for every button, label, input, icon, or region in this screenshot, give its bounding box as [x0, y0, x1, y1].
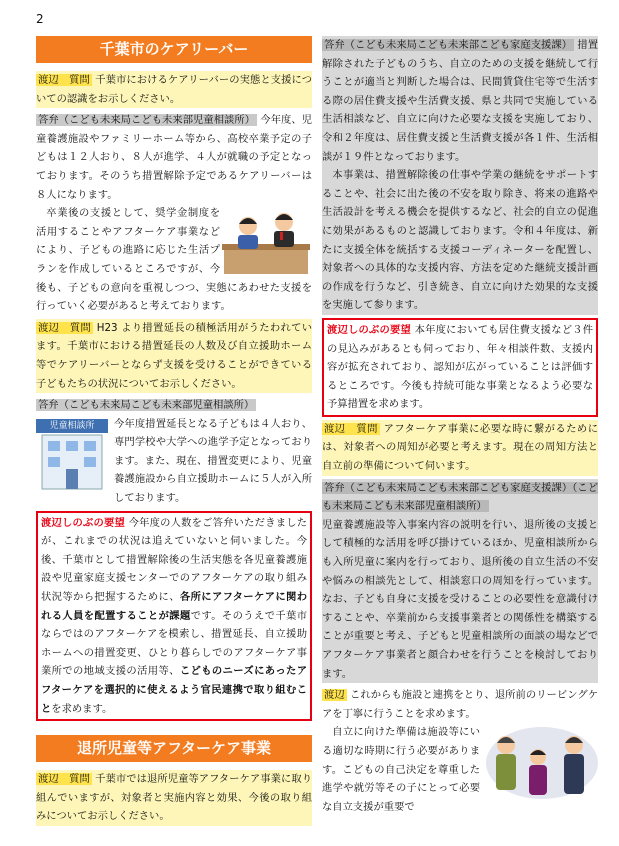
question-text: 千葉市では退所児童等アフターケア事業に取り組んでいますが、対象者と実施内容と効果、今後の取り組みについてお示しください。: [36, 773, 313, 823]
answer-text-2: 本事業は、措置解除後の仕事や学業の継続をサポートすることや、社会に出た後の不安を取り除き、将来の進路や生活設計を考える機会を提供するなど、社会的自立の促進に効果があるものと認識しております。令和４年度は、新たに支援全体を統括する支援コーディネーターを配置し、対象者への具体的な支援内容、方法を定めた継続支援計画の作成を行うなど、引き続き、自立に向けた効果的な支援を実施して参ります。: [322, 169, 598, 312]
request-box-2: [322, 318, 598, 417]
request-label: 渡辺: [324, 689, 345, 702]
page-number: 2: [36, 12, 44, 26]
request-block-3: [322, 686, 598, 816]
question-block-2: [36, 319, 312, 393]
answer-text-2: 卒業後の支援として、奨学金制度を活用することやアフターケア事業などにより、子どもの進路に応じた生活プランを作成しているところですが、今後も、子どもの意向を重視しつつ、実態にあわせた支援を行っていく必要があると考えております。: [36, 207, 312, 313]
section-heading-aftercare: 退所児童等アフターケア事業: [36, 735, 312, 762]
request-emphasis-1: 各所にアフターケアに関われる人員を配置することが課題: [41, 591, 308, 622]
answer-block-3: [322, 36, 598, 315]
request-text: これからも施設と連携をとり、退所前のリービングケアを丁寧に行うことを求めます。: [322, 689, 598, 720]
question-label: 渡辺 質問: [38, 321, 92, 334]
question-block-3: [36, 770, 312, 826]
right-column: [322, 36, 598, 819]
question-block-1: [36, 71, 312, 108]
answer-text: 今年度措置延長となる子どもは４人おり、専門学校や大学への進学予定となっております。また、現在、措置変更により、児童養護施設から自立援助ホームに５人が入所しております。: [114, 417, 312, 505]
answer-text: 措置解除された子どものうち、自立のための支援を継続して行うことが適当と判断した場合は、民間賃貸住宅等で生活する際の居住費支援や生活費支援、県と共同で実施している生活相談など、自立に向けた必要な支援を実施しており、令和２年度は、居住費支援と生活費支援が各１件、生活相談が１９件となっております。: [322, 39, 598, 163]
question-block-4: [322, 420, 598, 476]
request-box-1: [36, 511, 312, 722]
family-illustration: [480, 723, 598, 801]
answer-text: 児童養護施設等入事案内容の説明を行い、退所後の支援として積極的な活用を呼び掛けているほか、児童相談所からも入所児童に案内を行っており、退所後の自立生活の不安や悩みの相談先として、相談窓口の周知を行っています。なお、子ども自身に支援を受けることの必要性を意識付けすることや、卒業前から支援事業者との関係性を構築することが重要と考え、子どもと児童相談所の面談の場などでアフターケア事業者と顔合わせを行うことを検討しております。: [322, 518, 598, 680]
answer-label: 答弁（こども未来局こども未来部こども家庭支援課）: [324, 39, 573, 51]
question-text: H23 より措置延長の積極活用がうたわれています。千葉市における措置延長の人数及び自立援助ホーム等でケアリーバーとならず支援を受けることができている子どもたちの状況についてお示しください。: [36, 321, 313, 390]
answer-text: 今年度、児童養護施設やファミリーホーム等から、高校卒業予定の子どもは１２人おり、８人が進学、４人が就職の予定となっております。そのうち措置解除予定であるケアリーバーは８人になります。: [36, 114, 312, 201]
answer-block-4: [322, 479, 598, 684]
question-label: 渡辺 質問: [324, 422, 378, 435]
answer-block-1: [36, 111, 312, 316]
answer-label: 答弁（こども未来局こども未来部児童相談所）: [38, 114, 256, 127]
request-emphasis-2: こどものニーズにあったアフターケアを選択的に使えるよう官民連携で取り組むこと: [41, 665, 307, 715]
question-text: アフターケア事業に必要な時に繋がるためには、対象者への周知が必要と考えます。現在の周知方法と自立前の準備について伺います。: [322, 422, 599, 473]
question-text: 千葉市におけるケアリーバーの実態と支援についての認識をお示しください。: [36, 74, 313, 105]
request-label: 渡辺しのぶの要望: [41, 516, 126, 529]
child-guidance-center-illustration: [36, 415, 108, 495]
answer-label: 答弁（こども未来局こども未来部児童相談所）: [38, 399, 255, 412]
left-column: [36, 36, 312, 829]
question-label: 渡辺 質問: [38, 773, 90, 786]
request-text: 本年度においても居住費支援など３件の見込みがあるとも伺っており、年々相談件数、支援内容が拡充されており、認知が広がっていることは評価するところです。今後も持続可能な事業となるよう必要な予算措置を求めます。: [327, 323, 594, 411]
request-text-3: を求めます。: [51, 702, 113, 715]
question-label: 渡辺 質問: [38, 74, 90, 86]
answer-label: 答弁（こども未来局こども未来部こども家庭支援課）（こども未来局こども未来部児童相談所）: [322, 481, 598, 513]
answer-block-2: [36, 396, 312, 508]
request-label: 渡辺しのぶの要望: [327, 323, 412, 336]
request-text-2: です。そのうえで千葉市ならではのアフターケアを模索し、措置延長、自立援助ホームへの措置変更、ひとり暮らしでのアフターケア事業所での地域支援の活用等、: [41, 609, 307, 678]
counseling-illustration: [220, 204, 312, 278]
request-text-1: 今年度の人数をご答弁いただきましたが、これまでの状況は追えていないと伺いました。今後、千葉市として措置解除後の生活実態を各児童養護施設や児童家庭支援センターでのアフターケアの取り組み状況等から把握するために、: [41, 516, 308, 604]
request-text-2: 自立に向けた準備は施設等にいる適切な時期に行う必要があります。こどもの自己決定を尊重した進学や就労等その子にとって必要な自立支援が重要で: [322, 726, 480, 813]
center-sign: 児童相談所: [36, 419, 108, 433]
section-heading-care-leaver: 千葉市のケアリーバー: [36, 36, 312, 63]
